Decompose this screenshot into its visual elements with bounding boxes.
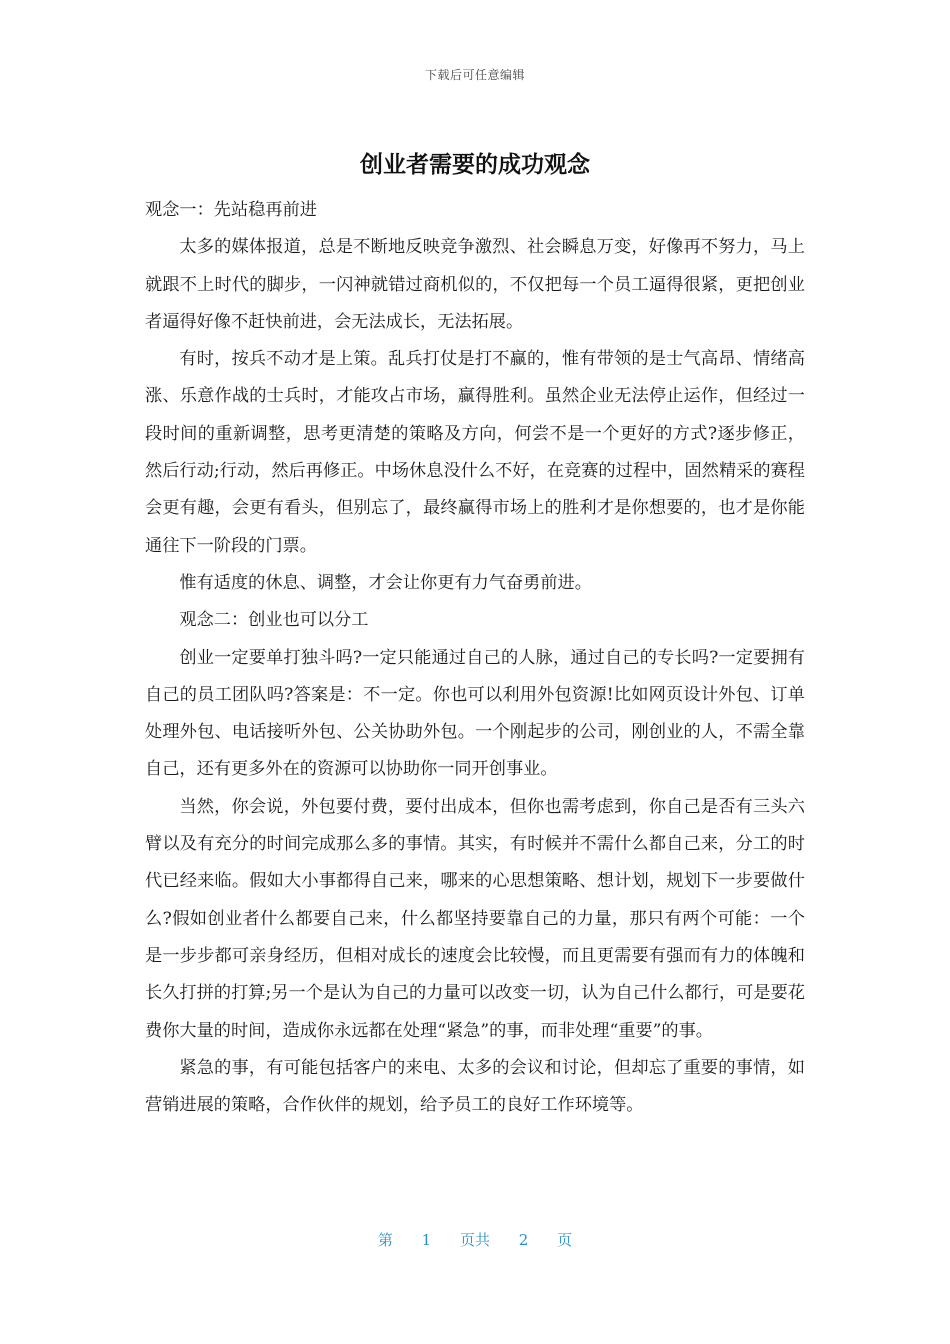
header-note: 下载后可任意编辑 [424,68,525,82]
paragraph: 惟有适度的休息、调整，才会让你更有力气奋勇前进。 [179,572,592,593]
footer-total-pages: 2 [518,1231,529,1249]
document-body [145,192,805,1124]
page-footer [0,1229,950,1250]
paragraph: 太多的媒体报道，总是不断地反映竞争激烈、社会瞬息万变，好像再不努力，马上就跟不上时代的脚步，一闪神就错过商机似的，不仅把每一个员工逼得很紧，更把创业者逼得好像不赶快前进，会无法成长，无法拓展。 [145,237,805,332]
section-heading-2: 观念二：创业也可以分工 [179,610,369,631]
footer-prefix: 第 [377,1231,393,1249]
paragraph: 当然，你会说，外包要付费，要付出成本，但你也需考虑到，你自己是否有三头六臂以及有充分的时间完成那么多的事情。其实，有时候并不需什么都自己来，分工的时代已经来临。假如大小事都得自己来，哪来的心思想策略、想计划，规划下一步要做什么?假如创业者什么都要自己来，什么都坚持要靠自己的力量，那只有两个可能：一个是一步步都可亲身经历，但相对成长的速度会比较慢，而且更需要有强而有力的体魄和长久打拼的打算;另一个是认为自己的力量可以改变一切，认为自己什么都行，可是要花费你大量的时间，造成你永远都在处理“紧急”的事，而非处理“重要”的事。 [145,796,805,1041]
footer-middle: 页共 [459,1231,490,1249]
footer-current-page: 1 [421,1231,432,1249]
paragraph: 有时，按兵不动才是上策。乱兵打仗是打不赢的，惟有带领的是士气高昂、情绪高涨、乐意作战的士兵时，才能攻占市场，赢得胜利。虽然企业无法停止运作，但经过一段时间的重新调整，思考更清楚的策略及方向，何尝不是一个更好的方式?逐步修正，然后行动;行动，然后再修正。中场休息没什么不好，在竞赛的过程中，固然精采的赛程会更有趣，会更有看头，但别忘了，最终赢得市场上的胜利才是你想要的，也才是你能通往下一阶段的门票。 [145,349,805,556]
section-heading-1: 观念一：先站稳再前进 [145,200,317,220]
footer-suffix: 页 [557,1231,573,1249]
document-title: 创业者需要的成功观念 [360,152,590,178]
paragraph: 紧急的事，有可能包括客户的来电、太多的会议和讨论，但却忘了重要的事情，如营销进展的策略，合作伙伴的规划，给予员工的良好工作环境等。 [145,1057,805,1116]
paragraph: 创业一定要单打独斗吗?一定只能通过自己的人脉，通过自己的专长吗?一定要拥有自己的员工团队吗?答案是：不一定。你也可以利用外包资源!比如网页设计外包、订单处理外包、电话接听外包、公关协助外包。一个刚起步的公司，刚创业的人，不需全靠自己，还有更多外在的资源可以协助你一同开创事业。 [145,647,805,780]
